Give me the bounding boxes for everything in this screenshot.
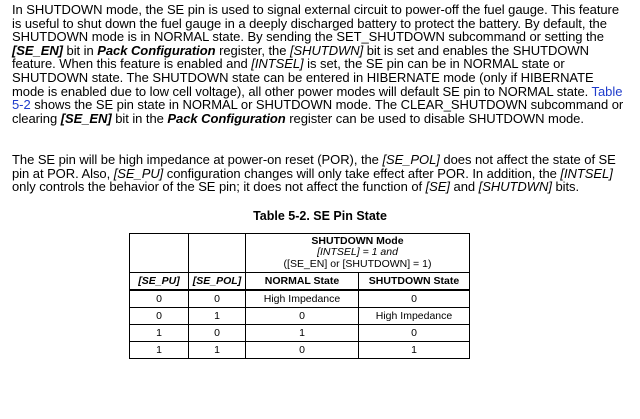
table-cell: 0 [246,342,359,359]
paragraph-se-pin-por [12,153,628,194]
table-row [130,325,470,342]
table-caption: Table 5-2. SE Pin State [253,209,387,223]
table-row [130,342,470,359]
empty-header-cell [189,234,246,273]
bit-name: [INTSEL] [560,165,613,181]
table-link[interactable]: Table 5-2 [12,83,623,113]
paragraph-shutdown-mode [12,3,628,125]
text-run: does not affect the state of SE pin at POR. Also, [12,152,616,181]
text-run: is set, the SE pin can be in NORMAL state or SHUTDOWN state. The SHUTDOWN state can be entered in HIBERNATE mode (only if HIBERNATE mode is enabled due to low cell voltage), all other power modes will default SE pin to NORMAL state. [12,56,594,99]
table-cell: High Impedance [359,308,470,325]
table-row [130,290,470,308]
group-header-condition: [INTSEL] = 1 and [317,246,398,259]
text-run: register can be used to disable SHUTDOWN mode. [285,110,584,126]
text-run: bit in the [111,110,168,126]
register-name: Pack Configuration [167,110,286,126]
bit-name: [SE_EN] [60,110,112,126]
table-row [130,308,470,325]
text-run: bits. [551,179,580,195]
se-pin-state-table [129,233,470,359]
bit-name: [INTSEL] [251,56,304,72]
table-cell: 0 [246,308,359,325]
group-header-condition: ([SE_EN] or [SHUTDOWN] = 1) [283,257,432,270]
text-run: The SE pin will be high impedance at power-on reset (POR), the [12,152,383,167]
text-run: and [450,179,479,195]
empty-header-cell [130,234,189,273]
column-header-se-pu: [SE_PU] [130,273,189,291]
table-cell: 1 [130,325,189,342]
table-cell: 0 [189,290,246,308]
bit-name: [SE_EN] [12,42,63,58]
bit-name: [SHUTDWN] [289,42,364,58]
bit-name: [SE_PU] [113,165,164,181]
table-cell: 0 [359,290,470,308]
table-cell: 1 [189,342,246,359]
bit-name: [SHUTDWN] [478,179,552,195]
table-cell: 0 [130,290,189,308]
table-cell: 0 [189,325,246,342]
table-cell: 1 [246,325,359,342]
column-header-normal-state: NORMAL State [246,273,359,291]
text-run: register, the [215,42,290,58]
text-run: bit in [62,42,98,58]
group-header-title: SHUTDOWN Mode [311,234,404,247]
table-cell: 0 [359,325,470,342]
table-cell: 0 [130,308,189,325]
bit-name: [SE_POL] [382,152,440,167]
bit-name: [SE] [425,179,450,195]
text-run: In SHUTDOWN mode, the SE pin is used to signal external circuit to power-off the fuel gauge. This feature is useful to shut down the fuel gauge in a deeply discharged battery to protect the battery. By default, the SHUTDOWN mode is in NORMAL state. By sending the SET_SHUTDOWN subcommand or setting the [12,2,620,45]
text-run: only controls the behavior of the SE pin; it does not affect the function of [12,179,426,195]
table-cell: 1 [189,308,246,325]
column-header-shutdown-state: SHUTDOWN State [359,273,470,291]
column-header-se-pol: [SE_POL] [189,273,246,291]
table-cell: 1 [130,342,189,359]
shutdown-mode-group-header [246,234,470,273]
text-run: configuration changes will only take effect after POR. In addition, the [163,165,561,181]
text-run: bit is set and enables the SHUTDOWN feature. When this feature is enabled and [12,42,589,72]
table-cell: 1 [359,342,470,359]
register-name: Pack Configuration [97,42,216,58]
text-run: shows the SE pin state in NORMAL or SHUTDOWN mode. The CLEAR_SHUTDOWN subcommand or clearing [12,97,624,126]
table-cell: High Impedance [246,290,359,308]
